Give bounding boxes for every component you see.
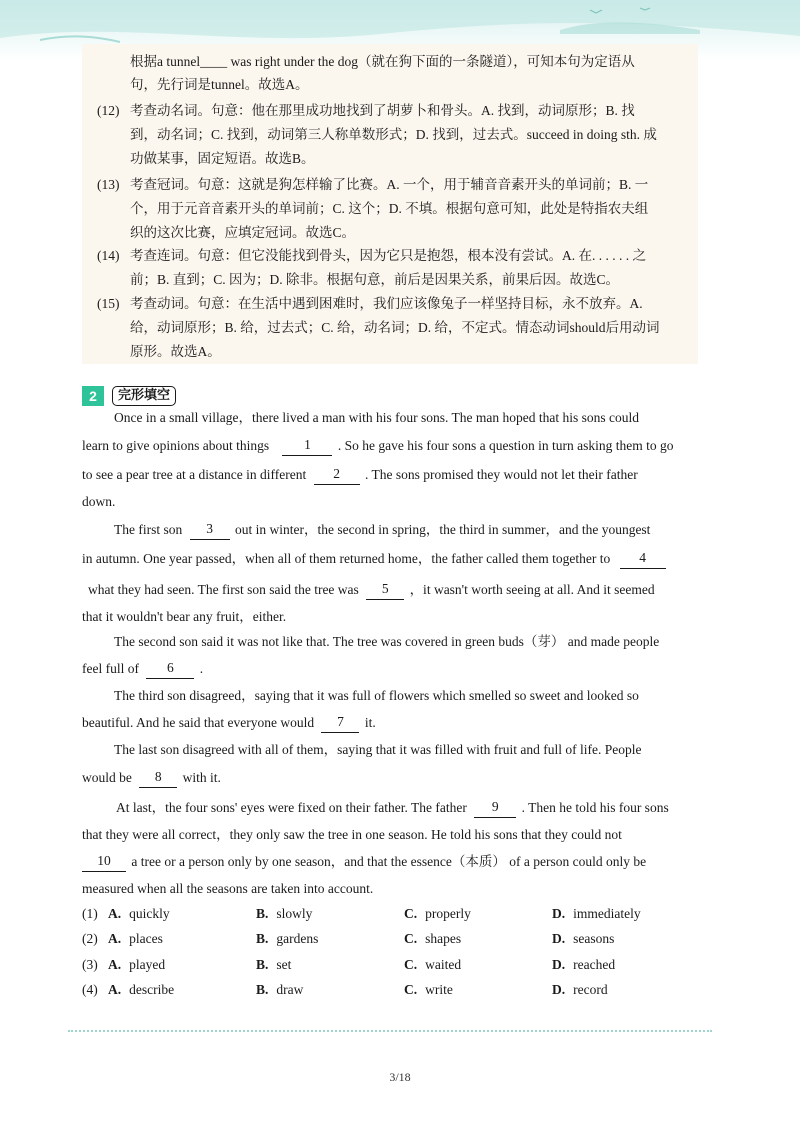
passage-line: The second son said it was not like that. The tree was covered in green buds（芽） and made people bbox=[114, 634, 660, 649]
answer-text-line: 织的这次比赛，应填定冠词。故选C。 bbox=[130, 225, 356, 240]
option-b[interactable]: B. set bbox=[256, 957, 292, 972]
option-a[interactable]: A. describe bbox=[108, 982, 175, 997]
section-title: 完形填空 bbox=[112, 386, 176, 406]
option-c[interactable]: C. properly bbox=[404, 906, 471, 921]
answer-text-line: 个，用于元音音素开头的单词前；C. 这个；D. 不填。根据句意可知，此处是特指农夫组 bbox=[130, 201, 649, 216]
passage-line: feel full of 6 . bbox=[82, 659, 203, 679]
option-d[interactable]: D. reached bbox=[552, 957, 616, 972]
answer-text-line: 考查动名词。句意：他在那里成功地找到了胡萝卜和骨头。A. 找到，动词原形；B. 找 bbox=[130, 103, 635, 118]
option-b[interactable]: B. gardens bbox=[256, 931, 319, 946]
blank-2[interactable]: 2 bbox=[314, 465, 360, 485]
blank-4[interactable]: 4 bbox=[620, 549, 666, 569]
passage-line: would be 8 with it. bbox=[82, 768, 221, 788]
passage-line: that they were all correct，they only saw the tree in one season. He told his sons that they could not bbox=[82, 827, 622, 842]
option-b[interactable]: B. slowly bbox=[256, 906, 313, 921]
option-number: (1) bbox=[82, 906, 98, 921]
answer-item-number: (12) bbox=[97, 103, 120, 118]
passage-line: learn to give opinions about things 1 . So he gave his four sons a question in turn asking them to go bbox=[82, 436, 673, 456]
blank-8[interactable]: 8 bbox=[139, 768, 177, 788]
answer-item-number: (13) bbox=[97, 177, 120, 192]
option-d[interactable]: D. record bbox=[552, 982, 608, 997]
blank-6[interactable]: 6 bbox=[146, 659, 194, 679]
answer-text-line: 句，先行词是tunnel。故选A。 bbox=[130, 77, 309, 92]
passage-line: measured when all the seasons are taken into account. bbox=[82, 881, 374, 896]
answer-text-line: 根据a tunnel____ was right under the dog（就在狗下面的一条隧道），可知本句为定语从 bbox=[130, 54, 635, 69]
option-a[interactable]: A. played bbox=[108, 957, 166, 972]
blank-5[interactable]: 5 bbox=[366, 580, 404, 600]
passage-line: The last son disagreed with all of them，saying that it was filled with fruit and full of life. People bbox=[114, 742, 642, 757]
option-a[interactable]: A. places bbox=[108, 931, 163, 946]
answer-text-line: 到，动名词；C. 找到，动词第三人称单数形式；D. 找到，过去式。succeed in doing sth. 成 bbox=[130, 127, 657, 142]
answer-text-line: 考查动词。句意：在生活中遇到困难时，我们应该像兔子一样坚持目标，永不放弃。A. bbox=[130, 296, 643, 311]
passage-line: beautiful. And he said that everyone would 7 it. bbox=[82, 713, 376, 733]
passage-line: in autumn. One year passed，when all of them returned home，the father called them together to 4 bbox=[82, 549, 668, 569]
option-b[interactable]: B. draw bbox=[256, 982, 304, 997]
option-d[interactable]: D. seasons bbox=[552, 931, 615, 946]
passage-line: Once in a small village，there lived a man with his four sons. The man hoped that his sons could bbox=[114, 410, 640, 425]
option-number: (3) bbox=[82, 957, 98, 972]
option-d[interactable]: D. immediately bbox=[552, 906, 641, 921]
page-number: 3/18 bbox=[389, 1070, 411, 1084]
option-number: (4) bbox=[82, 982, 98, 997]
option-c[interactable]: C. shapes bbox=[404, 931, 462, 946]
blank-3[interactable]: 3 bbox=[190, 520, 230, 540]
dotted-divider bbox=[68, 1030, 712, 1032]
option-c[interactable]: C. waited bbox=[404, 957, 462, 972]
option-number: (2) bbox=[82, 931, 98, 946]
blank-9[interactable]: 9 bbox=[474, 798, 516, 818]
passage-line: At last，the four sons' eyes were fixed on their father. The father 9 . Then he told his four sons bbox=[116, 798, 669, 818]
option-c[interactable]: C. write bbox=[404, 982, 453, 997]
blank-7[interactable]: 7 bbox=[321, 713, 359, 733]
passage-line: that it wouldn't bear any fruit，either. bbox=[82, 609, 287, 624]
answer-text-line: 给，动词原形；B. 给，过去式；C. 给，动名词；D. 给，不定式。情态动词should后用动词 bbox=[130, 320, 660, 335]
passage-line: what they had seen. The first son said the tree was 5 ，it wasn't worth seeing at all. And it seemed bbox=[88, 580, 655, 600]
answer-item-number: (14) bbox=[97, 248, 120, 263]
answer-text-line: 功做某事，固定短语。故选B。 bbox=[130, 151, 315, 166]
answer-text-line: 考查冠词。句意：这就是狗怎样输了比赛。A. 一个，用于辅音音素开头的单词前；B. 一 bbox=[130, 177, 649, 192]
passage-line: 10 a tree or a person only by one season，and that the essence（本质） of a person could only be bbox=[82, 852, 646, 872]
passage-line: The first son 3 out in winter，the second in spring，the third in summer，and the youngest bbox=[114, 520, 650, 540]
answer-text-line: 前；B. 直到；C. 因为；D. 除非。根据句意，前后是因果关系，前果后因。故选C。 bbox=[130, 272, 620, 287]
passage-line: to see a pear tree at a distance in different 2 . The sons promised they would not let their father bbox=[82, 465, 638, 485]
section-number-badge: 2 bbox=[82, 386, 104, 406]
passage-line: down. bbox=[82, 494, 116, 509]
passage-line: The third son disagreed，saying that it was full of flowers which smelled so sweet and looked so bbox=[114, 688, 639, 703]
blank-10[interactable]: 10 bbox=[82, 852, 126, 872]
answer-text-line: 原形。故选A。 bbox=[130, 344, 221, 359]
blank-1[interactable]: 1 bbox=[282, 436, 332, 456]
option-a[interactable]: A. quickly bbox=[108, 906, 170, 921]
answer-text-line: 考查连词。句意：但它没能找到骨头，因为它只是抱怨，根本没有尝试。A. 在. . . . . . 之 bbox=[130, 248, 646, 263]
answer-item-number: (15) bbox=[97, 296, 120, 311]
